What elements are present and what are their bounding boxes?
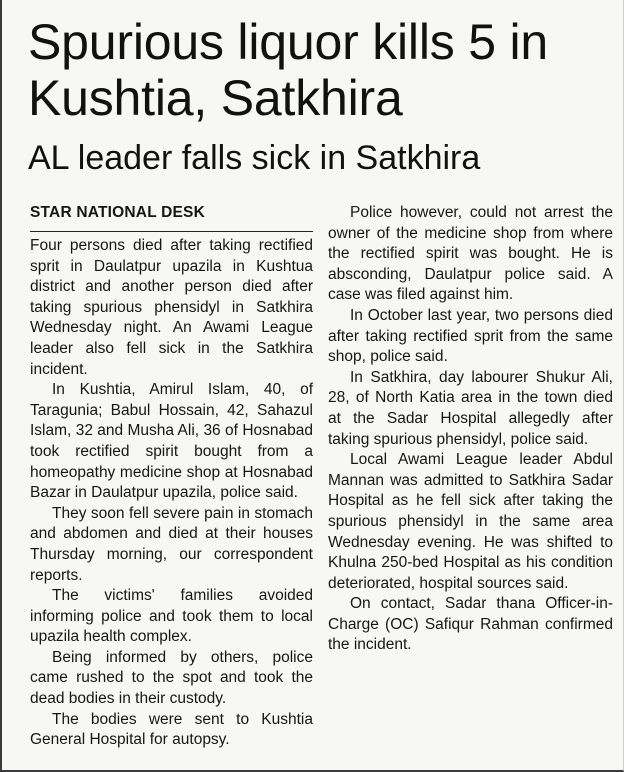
paragraph: Local Awami League leader Abdul Mannan was admitted to Satkhira Sadar Hospital as he fell sick after taking the spurious phensidyl in the same area Wednesday evening. He was shifted to Khulna 250-bed Hospital as his condition deteriorated, hospital sources said. xyxy=(328,451,613,592)
paragraph: The bodies were sent to Kushtia General Hospital for autopsy. xyxy=(30,710,313,749)
paragraph: They soon fell severe pain in stomach and abdomen and died at their houses Thursday morning, our correspondent reports. xyxy=(30,504,313,584)
paragraph: Police however, could not arrest the owner of the medicine shop from where the rectified spirit was bought. He is absconding, Daulatpur police said. A case was filed against him. xyxy=(328,204,613,304)
paragraph: In Kushtia, Amirul Islam, 40, of Taragunia; Babul Hossain, 42, Sahazul Islam, 32 and Musha Ali, 36 of Hosnabad took rectified spirit bought from a homeopathy medicine shop at Hosnabad Bazar in Daulatpur upazila, police said. xyxy=(30,381,313,502)
paragraph: In Satkhira, day labourer Shukur Ali, 28, of North Katia area in the town died at the Sadar Hospital allegedly after taking spurious phensidyl, police said. xyxy=(328,368,613,448)
paragraph: Four persons died after taking rectified sprit in Daulatpur upazila in Kushtua district and another person died after taking spurious phensidyl in Satkhira Wednesday night. An Awami League leader also fell sick in the Satkhira incident. xyxy=(30,237,313,378)
left-column xyxy=(30,203,313,751)
headline: Spurious liquor kills 5 in Kushtia, Satkhira xyxy=(28,14,549,126)
paragraph: Being informed by others, police came rushed to the spot and took the dead bodies in their custody. xyxy=(30,648,313,708)
paragraph: In October last year, two persons died after taking rectified sprit from the same shop, police said. xyxy=(328,306,613,366)
byline: STAR NATIONAL DESK xyxy=(30,203,313,232)
paragraph: On contact, Sadar thana Officer-in-Charge (OC) Safiqur Rahman confirmed the incident. xyxy=(328,595,613,654)
paragraph: The victims' families avoided informing police and took them to local upazila health complex. xyxy=(30,587,313,646)
right-column xyxy=(328,203,613,656)
subheadline: AL leader falls sick in Satkhira xyxy=(28,139,481,177)
